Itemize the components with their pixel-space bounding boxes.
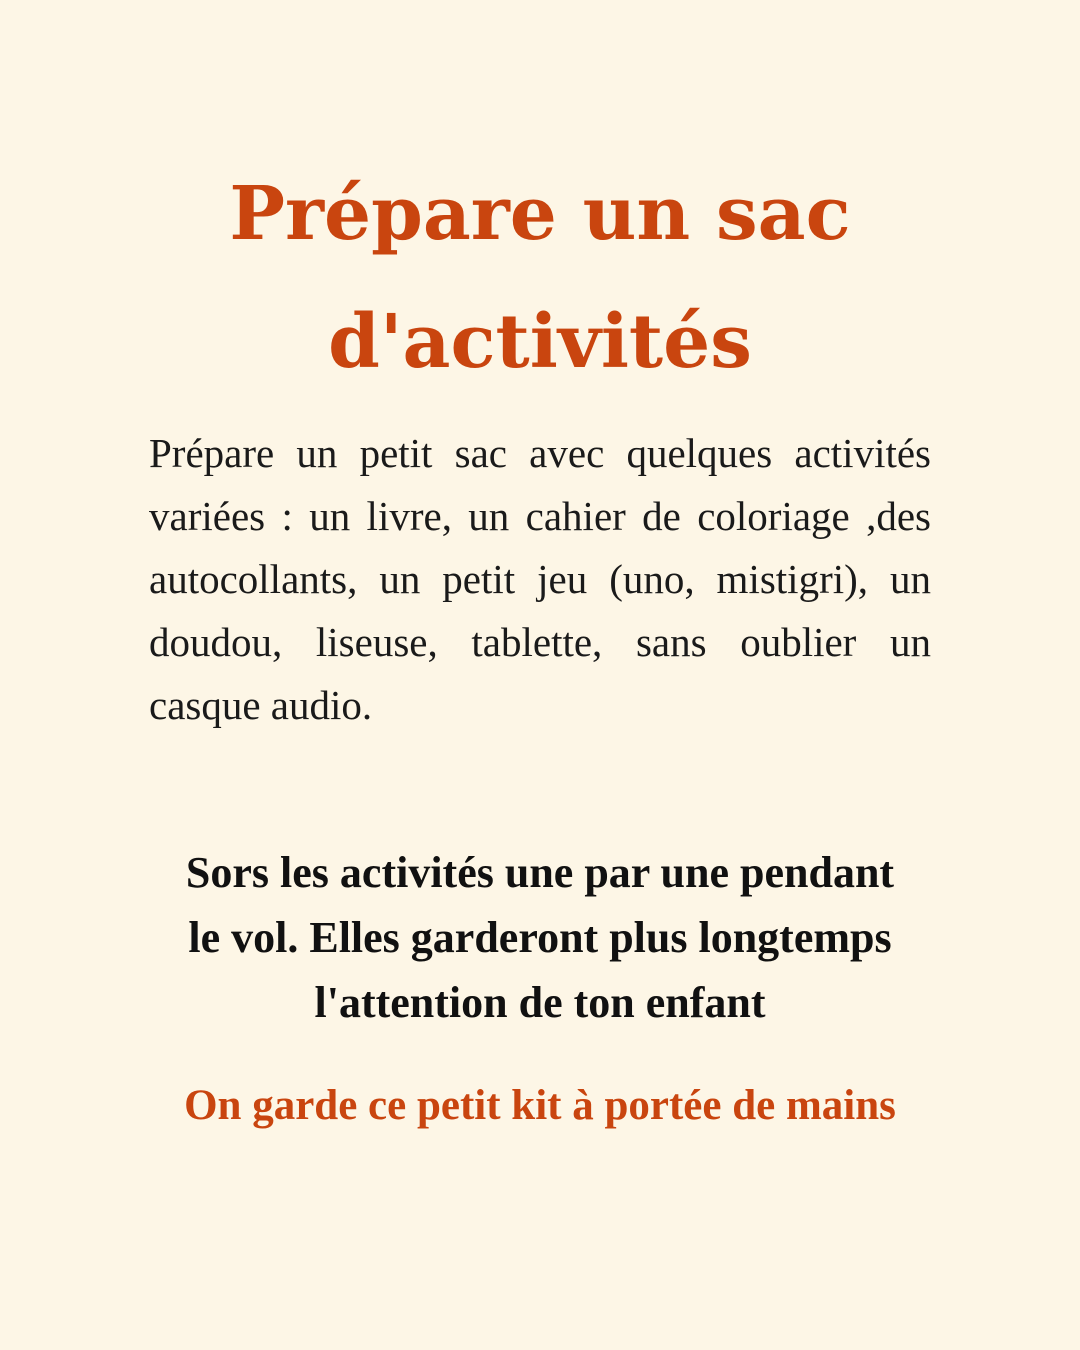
emphasis-line-1: Sors les activités une par une pendant [185, 848, 895, 897]
title-line-2: d'activités [328, 299, 752, 385]
page-title [0, 150, 1080, 406]
emphasis-paragraph [90, 840, 990, 1035]
title-line-1: Prépare un sac [229, 171, 851, 257]
emphasis-line-2: le vol. Elles garderont plus longtemps [188, 913, 892, 962]
body-paragraph: Prépare un petit sac avec quelques activités variées : un livre, un cahier de coloriage ,des autocollants, un petit jeu (uno, mistigri), un doudou, liseuse, tablette, sans oublier un casque audio. [149, 430, 931, 728]
emphasis-line-3: l'attention de ton enfant [314, 978, 766, 1027]
tagline: On garde ce petit kit à portée de mains [184, 1082, 896, 1129]
